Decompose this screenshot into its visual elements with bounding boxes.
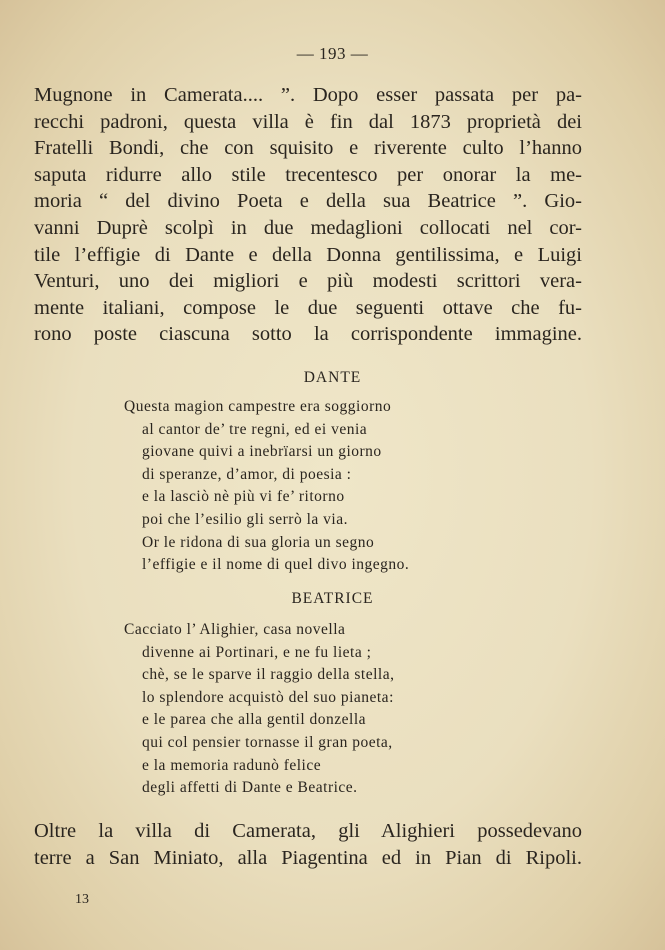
poem-beatrice — [124, 619, 394, 800]
text-line: tile l’effigie di Dante e della Donna gentilissima, e Luigi — [34, 243, 582, 266]
text-line: Oltre la villa di Camerata, gli Alighieri possedevano — [34, 820, 582, 842]
poem-title-beatrice: BEATRICE — [291, 590, 374, 607]
poem-verse: Or le ridona di sua gloria un segno — [142, 533, 375, 551]
text-line: rono poste ciascuna sotto la corrispondente immagine. — [34, 323, 582, 346]
poem-verse: giovane quivi a inebrïarsi un giorno — [142, 443, 382, 461]
poem-verse: chè, se le sparve il raggio della stella, — [142, 666, 395, 684]
text-line: vanni Duprè scolpì in due medaglioni collocati nel cor- — [34, 216, 582, 239]
text-line: terre a San Miniato, alla Piagentina ed in Pian di Ripoli. — [34, 846, 582, 869]
poem-verse: poi che l’esilio gli serrò la via. — [142, 510, 348, 528]
poem-verse: e la memoria radunò felice — [142, 756, 322, 774]
signature-mark: 13 — [75, 892, 89, 907]
text-line: moria “ del divino Poeta e della sua Beatrice ”. Gio- — [34, 190, 582, 213]
poem-verse: e la lasciò nè più vi fe’ ritorno — [142, 488, 345, 506]
text-line: Fratelli Bondi, che con squisito e riverente culto l’hanno — [34, 137, 582, 160]
closing-paragraph — [34, 818, 582, 871]
text-line: mente italiani, compose le due seguenti ottave che fu- — [34, 296, 582, 319]
poem-verse: lo splendore acquistò del suo pianeta: — [142, 688, 394, 706]
text-line: recchi padroni, questa villa è fin dal 1873 proprietà dei — [34, 110, 582, 133]
poem-verse: Cacciato l’ Alighier, casa novella — [124, 621, 346, 638]
poem-verse: al cantor de’ tre regni, ed ei venia — [142, 420, 368, 438]
text-line: saputa ridurre allo stile trecentesco per onorar la me- — [34, 163, 582, 186]
poem-verse: divenne ai Portinari, e ne fu lieta ; — [142, 643, 372, 661]
poem-verse: Questa magion campestre era soggiorno — [124, 398, 392, 415]
poem-verse: l’effigie e il nome di quel divo ingegno. — [142, 556, 410, 574]
text-line: Venturi, uno dei migliori e più modesti scrittori vera- — [34, 270, 582, 293]
poem-verse: qui col pensier tornasse il gran poeta, — [142, 733, 393, 751]
intro-paragraph — [34, 82, 582, 348]
poem-verse: degli affetti di Dante e Beatrice. — [142, 779, 358, 797]
poem-dante — [124, 396, 409, 577]
poem-verse: di speranze, d’amor, di poesia : — [142, 465, 352, 483]
poem-verse: e le parea che alla gentil donzella — [142, 711, 367, 729]
page-number-header: — 193 — — [296, 44, 369, 63]
poem-title-dante: DANTE — [303, 369, 362, 386]
text-line: Mugnone in Camerata.... ”. Dopo esser passata per pa- — [34, 84, 582, 106]
